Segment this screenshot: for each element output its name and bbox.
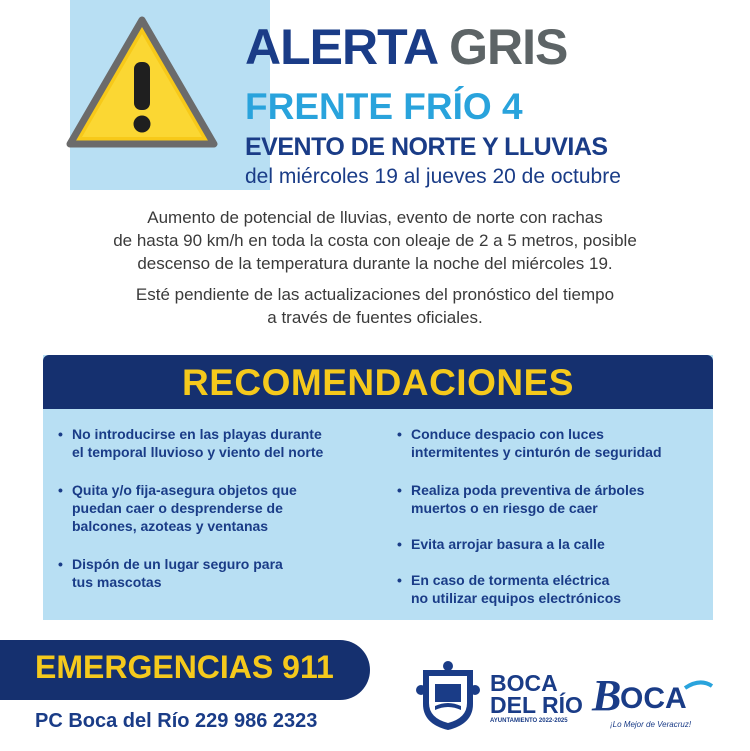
ayuntamiento-caption: AYUNTAMIENTO 2022-2025: [490, 718, 568, 724]
alert-title: [245, 18, 567, 76]
warning-triangle-icon: [62, 12, 222, 152]
recommendations-right-column: [397, 425, 697, 623]
recommendation-item: • No introducirse en las playas durante el temporal lluvioso y viento del norte: [58, 426, 324, 460]
emergency-number[interactable]: EMERGENCIAS 911: [35, 649, 334, 685]
event-dates: del miércoles 19 al jueves 20 de octubre: [245, 165, 621, 188]
recommendation-item: • Dispón de un lugar seguro para tus mascotas: [58, 556, 283, 590]
alert-subtitle: FRENTE FRÍO 4: [245, 86, 523, 127]
bullet-icon: •: [58, 482, 63, 498]
bullet-icon: •: [397, 536, 402, 552]
alert-title-word: ALERTA: [245, 19, 437, 75]
civil-protection-phone[interactable]: PC Boca del Río 229 986 2323: [35, 710, 318, 732]
municipal-crest-icon: [415, 660, 481, 732]
boca-brand-text: OCA: [620, 682, 687, 715]
description-line: de hasta 90 km/h en toda la costa con oleaje de 2 a 5 metros, posible: [113, 231, 637, 250]
bullet-icon: •: [58, 556, 63, 572]
advisory-line: Esté pendiente de las actualizaciones del pronóstico del tiempo: [135, 285, 615, 304]
alert-level-word: GRIS: [449, 19, 568, 75]
advisory-line: a través de fuentes oficiales.: [267, 308, 483, 327]
description-line: Aumento de potencial de lluvias, evento de norte con rachas: [147, 208, 603, 227]
advisory-paragraph: [40, 283, 710, 329]
description-paragraph: [40, 206, 710, 275]
event-heading: EVENTO DE NORTE Y LLUVIAS: [245, 133, 608, 161]
boca-del-rio-logo: BOCA DEL RÍO: [490, 670, 583, 718]
recommendations-title: RECOMENDACIONES: [182, 362, 574, 403]
recommendation-item: • Realiza poda preventiva de árboles muertos o en riesgo de caer: [397, 482, 645, 516]
brand-tagline: ¡Lo Mejor de Veracruz!: [610, 720, 692, 729]
description-line: descenso de la temperatura durante la noche del miércoles 19.: [137, 254, 613, 273]
recommendation-item: • Evita arrojar basura a la calle: [397, 536, 605, 552]
recommendations-left-column: [58, 425, 358, 607]
bullet-icon: •: [397, 482, 402, 498]
svg-text:B: B: [592, 671, 622, 718]
bullet-icon: •: [58, 426, 63, 442]
bullet-icon: •: [397, 426, 402, 442]
recommendation-item: • Conduce despacio con luces intermitentes y cinturón de seguridad: [397, 426, 662, 460]
recommendation-item: • Quita y/o fija-asegura objetos que puedan caer o desprenderse de balcones, azoteas y ventanas: [58, 482, 297, 534]
bullet-icon: •: [397, 572, 402, 588]
recommendation-item: • En caso de tormenta eléctrica no utilizar equipos electrónicos: [397, 572, 622, 606]
boca-brand-logo: [590, 668, 720, 718]
